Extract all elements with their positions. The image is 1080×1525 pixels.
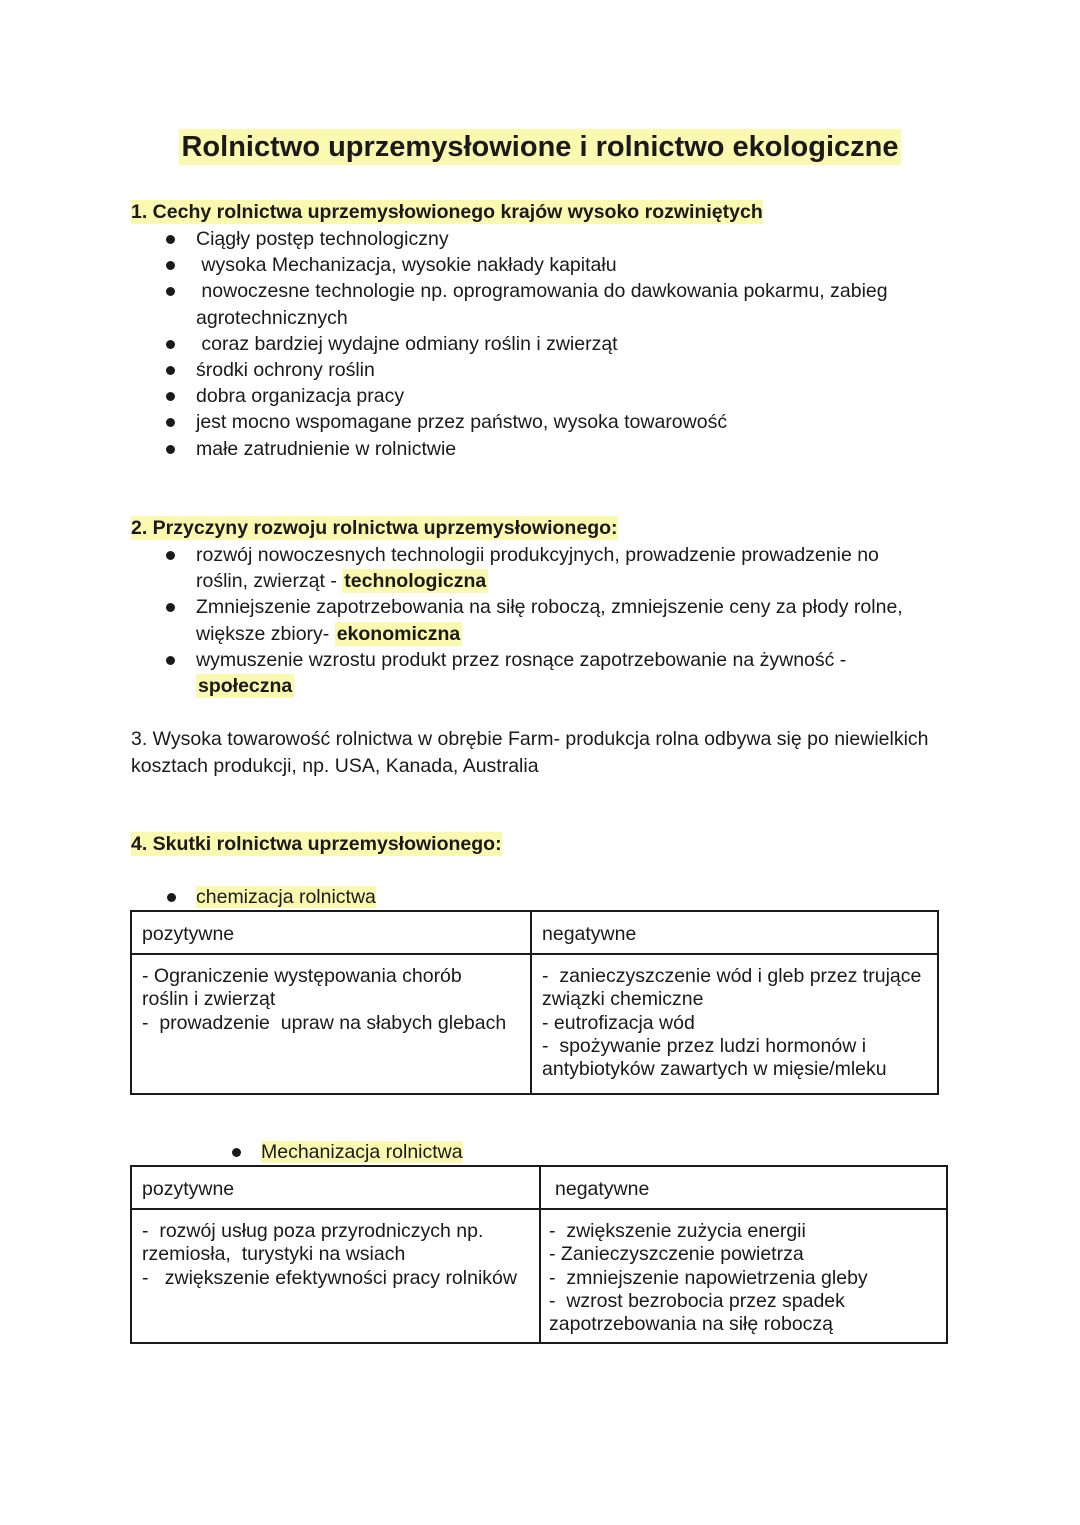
cell-line: - spożywanie przez ludzi hormonów i [542,1034,867,1057]
bullet-icon [166,235,175,244]
bullet-icon [232,1148,241,1157]
list-item [131,383,931,409]
bullet-icon [167,893,176,902]
cell-line: - zwiększenie efektywności pracy rolników [142,1266,517,1289]
bullet-icon [166,445,175,454]
list-item [131,357,931,383]
list-item-text: jest mocno wspomagane przez państwo, wysoka towarowość [196,411,728,434]
list-item-text: wysoka Mechanizacja, wysokie nakłady kapitału [196,254,617,277]
negative-cell [531,954,938,1094]
col-header-negative: negatywne [540,1166,947,1209]
table2-label [261,1139,463,1165]
cell-line: - zanieczyszczenie wód i gleb przez trujące [542,965,922,988]
cell-line: roślin i zwierząt [142,988,276,1011]
cell-line: - zwiększenie zużycia energii [549,1220,806,1243]
list-item [131,594,931,646]
list-item [131,436,931,462]
section3-paragraph: 3. Wysoka towarowość rolnictwa w obrębie Farm- produkcja rolna odbywa się po niewielkich kosztach produkcji, np. USA, Kanada, Australia [131,728,929,777]
bullet-icon [166,366,175,375]
section4-heading-text: 4. Skutki rolnictwa uprzemysłowionego: [131,833,502,855]
section4-heading [131,831,502,857]
table-mechanizacja [130,1165,948,1344]
list-item-text: małe zatrudnienie w rolnictwie [196,437,457,460]
category-tag: społeczna [198,675,293,698]
list-item-text: Zmniejszenie zapotrzebowania na siłę roboczą, zmniejszenie ceny za płody rolne, większe zbiory- [196,596,903,645]
col-header-positive: pozytywne [131,1166,540,1209]
cell-line: - prowadzenie upraw na słabych glebach [142,1011,507,1034]
category-tag: technologiczna [344,570,487,593]
bullet-icon [166,392,175,401]
cell-line: - wzrost bezrobocia przez spadek [549,1289,845,1312]
list-item-text: coraz bardziej wydajne odmiany roślin i zwierząt [196,332,618,355]
section1-heading [131,199,763,225]
bullet-icon [166,418,175,427]
col-header-negative: negatywne [531,911,938,954]
cell-line: - rozwój usług poza przyrodniczych np. [142,1220,484,1243]
cell-line: zapotrzebowania na siłę roboczą [549,1313,834,1336]
section2-heading [131,515,618,541]
section2-heading-text: 2. Przyczyny rozwoju rolnictwa uprzemysłowionego: [131,517,618,539]
bullet-icon [166,551,175,560]
col-header-positive: pozytywne [131,911,531,954]
category-tag: ekonomiczna [336,622,461,645]
cell-line: rzemiosła, turystyki na wsiach [142,1243,406,1266]
page-title [0,128,1080,166]
list-item-text: wymuszenie wzrostu produkt przez rosnące zapotrzebowanie na żywność - [196,648,847,671]
list-item [131,647,931,699]
positive-cell [131,1209,540,1343]
cell-line: - Ograniczenie występowania chorób [142,965,462,988]
positive-cell [131,954,531,1094]
negative-cell [540,1209,947,1343]
table1-label-text: chemizacja rolnictwa [196,886,376,908]
list-item [131,278,931,330]
list-item [131,331,931,357]
table-chemizacja [130,910,939,1095]
table1-label [196,884,376,910]
bullet-icon [166,340,175,349]
bullet-icon [166,261,175,270]
page-title-text: Rolnictwo uprzemysłowione i rolnictwo ekologiczne [181,131,899,163]
section2-list [131,542,931,699]
table2-label-text: Mechanizacja rolnictwa [261,1141,463,1163]
list-item-text: środki ochrony roślin [196,359,375,382]
list-item-text: rozwój nowoczesnych technologii produkcyjnych, prowadzenie prowadzenie no roślin, zwierząt - [196,544,879,593]
cell-line: związki chemiczne [542,988,704,1011]
table-header-row [131,911,938,954]
list-item [131,226,931,252]
table-header-row [131,1166,947,1209]
list-item [131,252,931,278]
list-item-text: dobra organizacja pracy [196,385,405,408]
cell-line: - Zanieczyszczenie powietrza [549,1243,804,1266]
table-row [131,954,938,1094]
bullet-icon [166,603,175,612]
bullet-icon [166,656,175,665]
list-item [131,542,931,594]
cell-line: - zmniejszenie napowietrzenia gleby [549,1266,868,1289]
section1-heading-text: 1. Cechy rolnictwa uprzemysłowionego krajów wysoko rozwiniętych [131,201,763,223]
bullet-icon [166,287,175,296]
cell-line: - eutrofizacja wód [542,1011,695,1034]
list-item-text: Ciągły postęp technologiczny [196,228,449,250]
section1-list [131,226,931,462]
cell-line: antybiotyków zawartych w mięsie/mleku [542,1058,887,1081]
list-item [131,409,931,435]
table-row [131,1209,947,1343]
list-item-text: nowoczesne technologie np. oprogramowania do dawkowania pokarmu, zabieg agrotechnicznych [196,280,894,329]
